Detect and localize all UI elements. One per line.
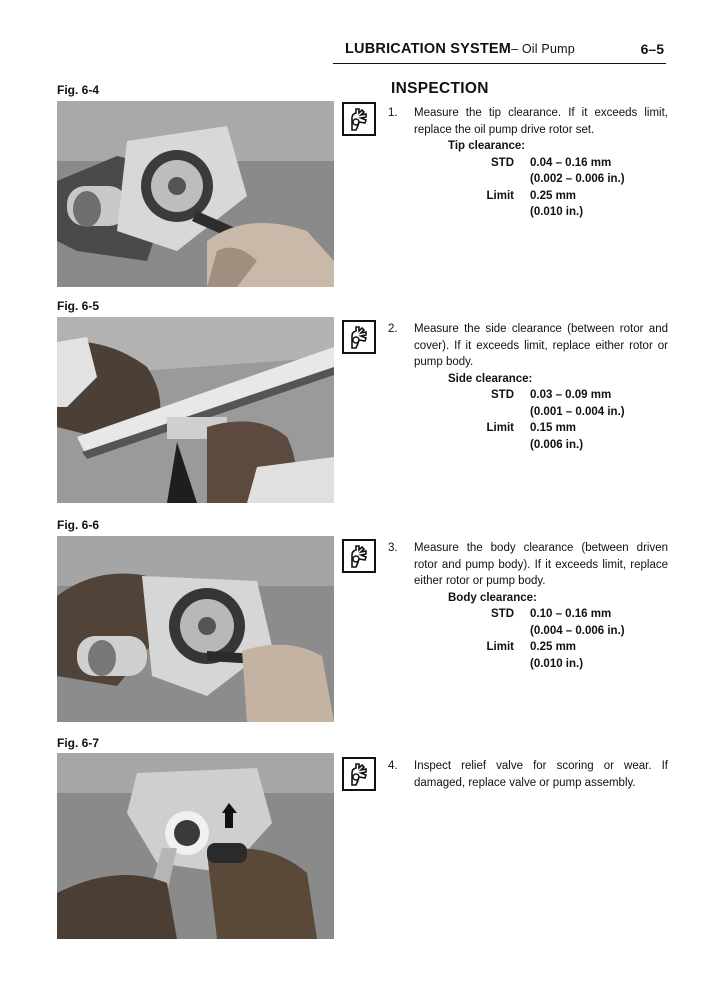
step-number: 3. xyxy=(388,542,398,554)
spec-block xyxy=(448,590,668,673)
std-in: (0.002 – 0.006 in.) xyxy=(530,173,625,185)
step-text: Inspect relief valve for scoring or wear. If damaged, replace valve or pump assembly. xyxy=(414,760,668,789)
section-title: LUBRICATION SYSTEM xyxy=(345,41,512,57)
spec-title: Side clearance: xyxy=(448,372,533,385)
limit-in: (0.006 in.) xyxy=(530,438,584,451)
limit-label: Limit xyxy=(486,641,514,653)
figure-photo-6-4 xyxy=(57,101,334,287)
step-text: Measure the body clearance (between driven rotor and pump body). If it exceeds limit, replace either rotor or pump body. xyxy=(414,542,668,587)
limit-mm: 0.25 mm xyxy=(530,189,577,202)
limit-in: (0.010 in.) xyxy=(530,206,584,218)
step-text: Measure the side clearance (between rotor and cover). If it exceeds limit, replace either rotor or pump body. xyxy=(414,323,668,368)
inspection-heading: INSPECTION xyxy=(391,80,489,97)
std-mm: 0.10 – 0.16 mm xyxy=(530,608,612,620)
inspect-hand-icon xyxy=(342,539,376,573)
limit-mm: 0.15 mm xyxy=(530,422,577,434)
limit-in: (0.010 in.) xyxy=(530,657,584,670)
spec-block xyxy=(448,138,668,221)
step-4 xyxy=(388,758,668,791)
figure-label-6-6: Fig. 6-6 xyxy=(57,518,100,532)
spec-title: Tip clearance: xyxy=(448,140,526,152)
step-3 xyxy=(388,540,668,672)
page-header xyxy=(333,38,666,64)
step-number: 2. xyxy=(388,323,398,335)
spec-table xyxy=(462,606,625,672)
section-heading xyxy=(345,41,575,57)
inspect-hand-icon xyxy=(342,102,376,136)
figure-photo-6-5 xyxy=(57,317,334,503)
figure-photo-6-6 xyxy=(57,536,334,722)
header-rule xyxy=(333,63,666,64)
std-mm: 0.03 – 0.09 mm xyxy=(530,389,612,401)
std-label: STD xyxy=(491,389,514,401)
limit-label: Limit xyxy=(486,422,514,434)
step-text: Measure the tip clearance. If it exceeds limit, replace the oil pump drive rotor set. xyxy=(414,107,668,136)
std-label: STD xyxy=(491,156,514,169)
section-subtitle: – Oil Pump xyxy=(511,42,575,56)
limit-label: Limit xyxy=(486,189,514,202)
std-in: (0.004 – 0.006 in.) xyxy=(530,624,625,637)
step-number: 4. xyxy=(388,760,398,772)
figure-label-6-5: Fig. 6-5 xyxy=(57,299,100,313)
limit-mm: 0.25 mm xyxy=(530,641,577,653)
std-label: STD xyxy=(491,608,514,620)
spec-title: Body clearance: xyxy=(448,591,537,604)
step-number: 1. xyxy=(388,107,398,119)
figure-label-6-4: Fig. 6-4 xyxy=(57,83,100,97)
inspect-hand-icon xyxy=(342,320,376,354)
std-mm: 0.04 – 0.16 mm xyxy=(530,156,612,169)
figure-photo-6-7 xyxy=(57,753,334,939)
page-number: 6–5 xyxy=(640,41,664,57)
figure-label-6-7: Fig. 6-7 xyxy=(57,736,100,750)
step-2 xyxy=(388,321,668,453)
step-1 xyxy=(388,105,668,221)
spec-table xyxy=(462,155,625,221)
spec-table xyxy=(462,387,625,453)
spec-block xyxy=(448,371,668,454)
inspect-hand-icon xyxy=(342,757,376,791)
std-in: (0.001 – 0.004 in.) xyxy=(530,405,625,418)
